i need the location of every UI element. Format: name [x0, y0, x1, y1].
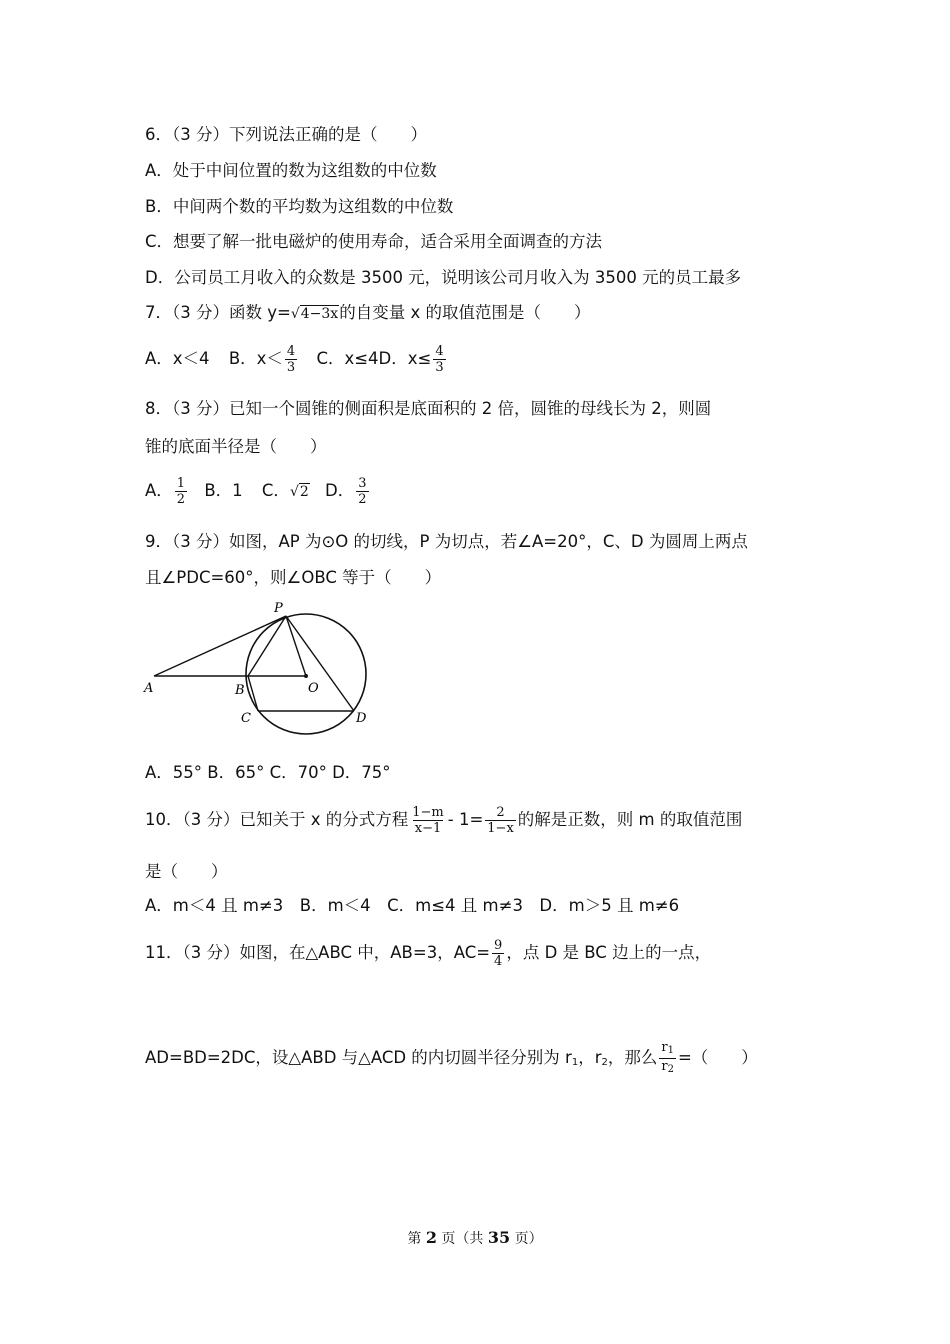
- q11-f-num: 9: [494, 938, 503, 953]
- q8-line1: 8．（3 分）已知一个圆锥的侧面积是底面积的 2 倍，圆锥的母线长为 2，则圆: [145, 399, 712, 418]
- q7-stem-post: 的自变量 x 的取值范围是（ ）: [339, 303, 591, 322]
- q6-option-b: B．中间两个数的平均数为这组数的中位数: [145, 197, 454, 216]
- q7-fraction-b: [285, 344, 297, 375]
- q11-pre: 11．（3 分）如图，在△ABC 中，AB=3，AC=: [145, 943, 491, 962]
- q11-tail: =（ ）: [677, 1048, 758, 1067]
- q11-post: ，点 D 是 BC 边上的一点，: [506, 943, 712, 962]
- q7-options: [145, 344, 448, 375]
- label-b: B: [235, 683, 245, 698]
- q8-option-d-label: D．: [325, 481, 355, 500]
- q7-fraction-d-den: 3: [435, 360, 444, 375]
- q10-pre: 10．（3 分）已知关于 x 的分式方程: [145, 810, 409, 829]
- q11-line2-post: ，那么: [607, 1048, 658, 1067]
- q10-f1-den: x−1: [414, 821, 442, 836]
- q6-option-d: D．公司员工月收入的众数是 3500 元，说明该公司月收入为 3500 元的员工最多: [145, 268, 742, 287]
- q11-ratio-num-r: r: [661, 1040, 668, 1055]
- q7-option-a: A．x＜4: [145, 349, 210, 368]
- q9-options: A．55° B．65° C．70° D．75°: [145, 763, 391, 782]
- q8-option-a-fraction: [175, 476, 187, 507]
- q11-ratio-den-r: r: [661, 1059, 668, 1074]
- q7-fraction-d: [433, 344, 445, 375]
- q10-options: A．m＜4 且 m≠3 B．m＜4 C．m≤4 且 m≠3 D．m＞5 且 m≠6: [145, 896, 680, 915]
- q11-ratio-den: [659, 1058, 676, 1077]
- q11-ratio-num-sub: 1: [667, 1045, 674, 1056]
- q9-line2: 且∠PDC=60°，则∠OBC 等于（ ）: [145, 568, 442, 587]
- q10-f1-num: 1−m: [412, 805, 444, 820]
- q11-ratio-fraction: [659, 1040, 676, 1077]
- q11-ratio-den-sub: 2: [667, 1064, 674, 1075]
- label-p: P: [274, 601, 283, 616]
- q11-fraction-ac: [492, 938, 504, 969]
- q6-option-c: C．想要了解一批电磁炉的使用寿命，适合采用全面调查的方法: [145, 232, 603, 251]
- label-d: D: [356, 711, 367, 726]
- q7-option-b: B．x＜: [228, 349, 283, 368]
- q8-option-b: B．1: [204, 481, 243, 500]
- footer-page-number: 2: [425, 1228, 437, 1247]
- q8-option-c-sqrt: √2: [289, 484, 309, 500]
- q11-line2: [145, 1040, 758, 1077]
- q8-c-radicand: 2: [299, 484, 309, 500]
- q7-stem: [145, 302, 590, 325]
- q7-fraction-d-num: 4: [435, 344, 444, 359]
- q8-a-num: 1: [176, 476, 186, 491]
- q8-line2: 锥的底面半径是（ ）: [145, 437, 327, 456]
- footer-post: 页）: [510, 1231, 543, 1247]
- q11-sub1: 1: [571, 1057, 579, 1068]
- q6-option-a: A．处于中间位置的数为这组数的中位数: [145, 161, 437, 180]
- q11-ratio-num: [659, 1040, 676, 1058]
- q11-sub2: 2: [601, 1057, 608, 1068]
- q9-line1: 9．（3 分）如图，AP 为⊙O 的切线，P 为切点，若∠A=20°，C、D 为圆周上两点: [145, 532, 748, 551]
- q7-stem-pre: 7．（3 分）函数 y=: [145, 303, 291, 322]
- q7-fraction-b-num: 4: [286, 344, 296, 359]
- page-footer: [0, 1228, 950, 1248]
- q10-f2-den: 1−x: [487, 821, 514, 836]
- q8-option-d-fraction: [356, 476, 368, 507]
- q7-fraction-b-den: 3: [286, 360, 296, 375]
- q7-option-cd: C．x≤4D．x≤: [316, 349, 432, 368]
- q6-stem: 6．（3 分）下列说法正确的是（ ）: [145, 125, 427, 144]
- point-o: [304, 674, 308, 678]
- footer-total-pages: 35: [487, 1228, 511, 1247]
- footer-pre: 第: [407, 1231, 426, 1247]
- q10-fraction-2: [485, 805, 516, 836]
- q10-fraction-1: [410, 805, 446, 836]
- q7-sqrt: √4−3x: [290, 306, 339, 322]
- line-pd: [286, 616, 354, 711]
- label-o: O: [308, 681, 319, 696]
- q10-f2-num: 2: [496, 805, 505, 820]
- q11-line2-mid: ，r: [578, 1048, 602, 1067]
- q11-line2-pre: AD=BD=2DC，设△ABD 与△ACD 的内切圆半径分别为 r: [145, 1048, 572, 1067]
- line-po: [286, 616, 306, 676]
- label-a: A: [144, 681, 154, 696]
- q8-d-den: 2: [358, 492, 367, 507]
- label-c: C: [241, 711, 251, 726]
- q10-line2: 是（ ）: [145, 862, 228, 881]
- q10-line1: [145, 805, 742, 836]
- q11-line1: [145, 938, 711, 969]
- q8-option-c-label: C．: [261, 481, 290, 500]
- q8-option-a-label: A．: [145, 481, 173, 500]
- q11-f-den: 4: [494, 954, 503, 969]
- q10-mid: - 1=: [447, 810, 484, 829]
- q9-geometry-figure: [140, 598, 380, 740]
- q8-options: [145, 476, 371, 507]
- q10-post: 的解是正数，则 m 的取值范围: [517, 810, 743, 829]
- q7-radicand: 4−3x: [300, 306, 339, 322]
- q8-a-den: 2: [176, 492, 186, 507]
- footer-mid: 页（共: [436, 1231, 488, 1247]
- q8-d-num: 3: [358, 476, 367, 491]
